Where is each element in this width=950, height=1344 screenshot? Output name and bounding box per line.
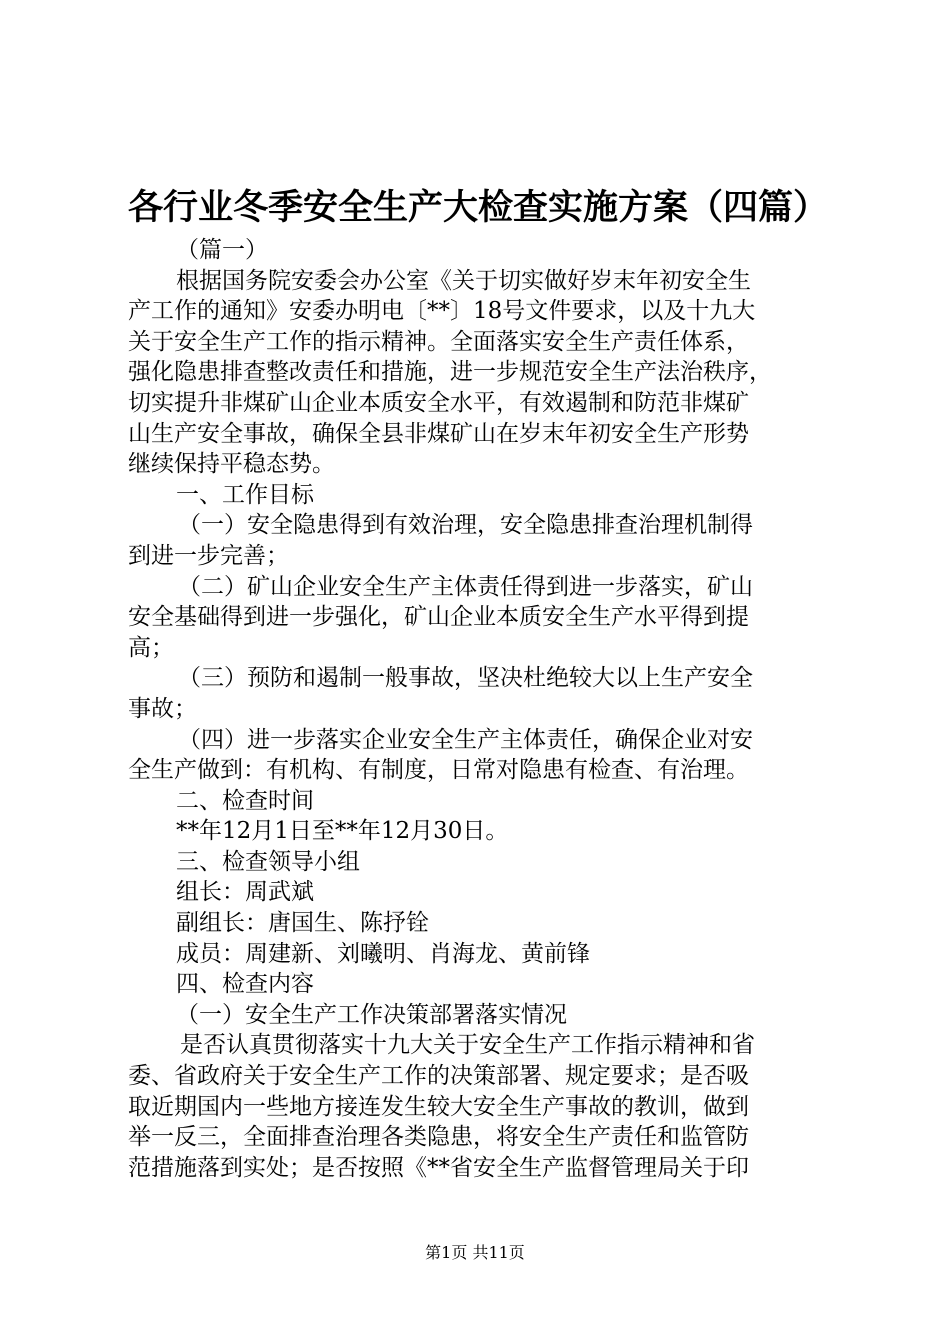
paragraph-line: 全生产做到：有机构、有制度，日常对隐患有检查、有治理。 [128, 757, 749, 784]
paragraph-line: 山生产安全事故，确保全县非煤矿山在岁末年初安全生产形势 [128, 420, 749, 447]
paragraph-line: 到进一步完善； [128, 542, 289, 569]
paragraph-line: 举一反三，全面排查治理各类隐患，将安全生产责任和监管防 [128, 1124, 749, 1151]
section-heading: （篇一） [176, 237, 268, 263]
page-footer: 第1页 共11页 [425, 1243, 525, 1262]
paragraph-line: 取近期国内一些地方接连发生较大安全生产事故的教训，做到 [128, 1093, 749, 1120]
paragraph-line: **年12月1日至**年12月30日。 [176, 818, 509, 845]
paragraph-line: 关于安全生产工作的指示精神。全面落实安全生产责任体系， [128, 328, 749, 355]
paragraph-line: 事故； [128, 695, 197, 722]
paragraph-line: 根据国务院安委会办公室《关于切实做好岁末年初安全生 [176, 267, 751, 294]
paragraph-line: 安全基础得到进一步强化，矿山企业本质安全生产水平得到提 [128, 604, 749, 631]
document-title: 各行业冬季安全生产大检查实施方案（四篇） [128, 187, 829, 228]
paragraph-line: （四）进一步落实企业安全生产主体责任，确保企业对安 [178, 726, 753, 753]
paragraph-line: 副组长：唐国生、陈抒铨 [176, 910, 429, 937]
paragraph-line: 范措施落到实处；是否按照《**省安全生产监督管理局关于印 [128, 1154, 749, 1181]
paragraph-line: （一）安全隐患得到有效治理，安全隐患排查治理机制得 [178, 512, 753, 539]
section-heading: 四、检查内容 [176, 971, 314, 998]
section-heading: 二、检查时间 [176, 787, 314, 814]
paragraph-line: 强化隐患排查整改责任和措施，进一步规范安全生产法治秩序， [128, 359, 772, 386]
document-body [128, 235, 828, 1183]
subsection-heading: （一）安全生产工作决策部署落实情况 [176, 1001, 567, 1028]
paragraph-line: 高； [128, 634, 174, 661]
paragraph-line: （三）预防和遏制一般事故，坚决杜绝较大以上生产安全 [178, 665, 753, 692]
paragraph-line: 成员：周建新、刘曦明、肖海龙、黄前锋 [176, 940, 590, 967]
paragraph-line: 切实提升非煤矿山企业本质安全水平，有效遏制和防范非煤矿 [128, 389, 749, 416]
paragraph-line: 是否认真贯彻落实十九大关于安全生产工作指示精神和省 [180, 1032, 755, 1059]
section-heading: 三、检查领导小组 [176, 848, 360, 875]
paragraph-line: 组长：周武斌 [176, 879, 314, 906]
paragraph-line: （二）矿山企业安全生产主体责任得到进一步落实，矿山 [178, 573, 753, 600]
paragraph-line: 产工作的通知》安委办明电〔**〕18号文件要求，以及十九大 [128, 298, 756, 325]
paragraph-line: 继续保持平稳态势。 [128, 451, 335, 478]
section-heading: 一、工作目标 [176, 481, 314, 508]
paragraph-line: 委、省政府关于安全生产工作的决策部署、规定要求；是否吸 [128, 1063, 749, 1090]
